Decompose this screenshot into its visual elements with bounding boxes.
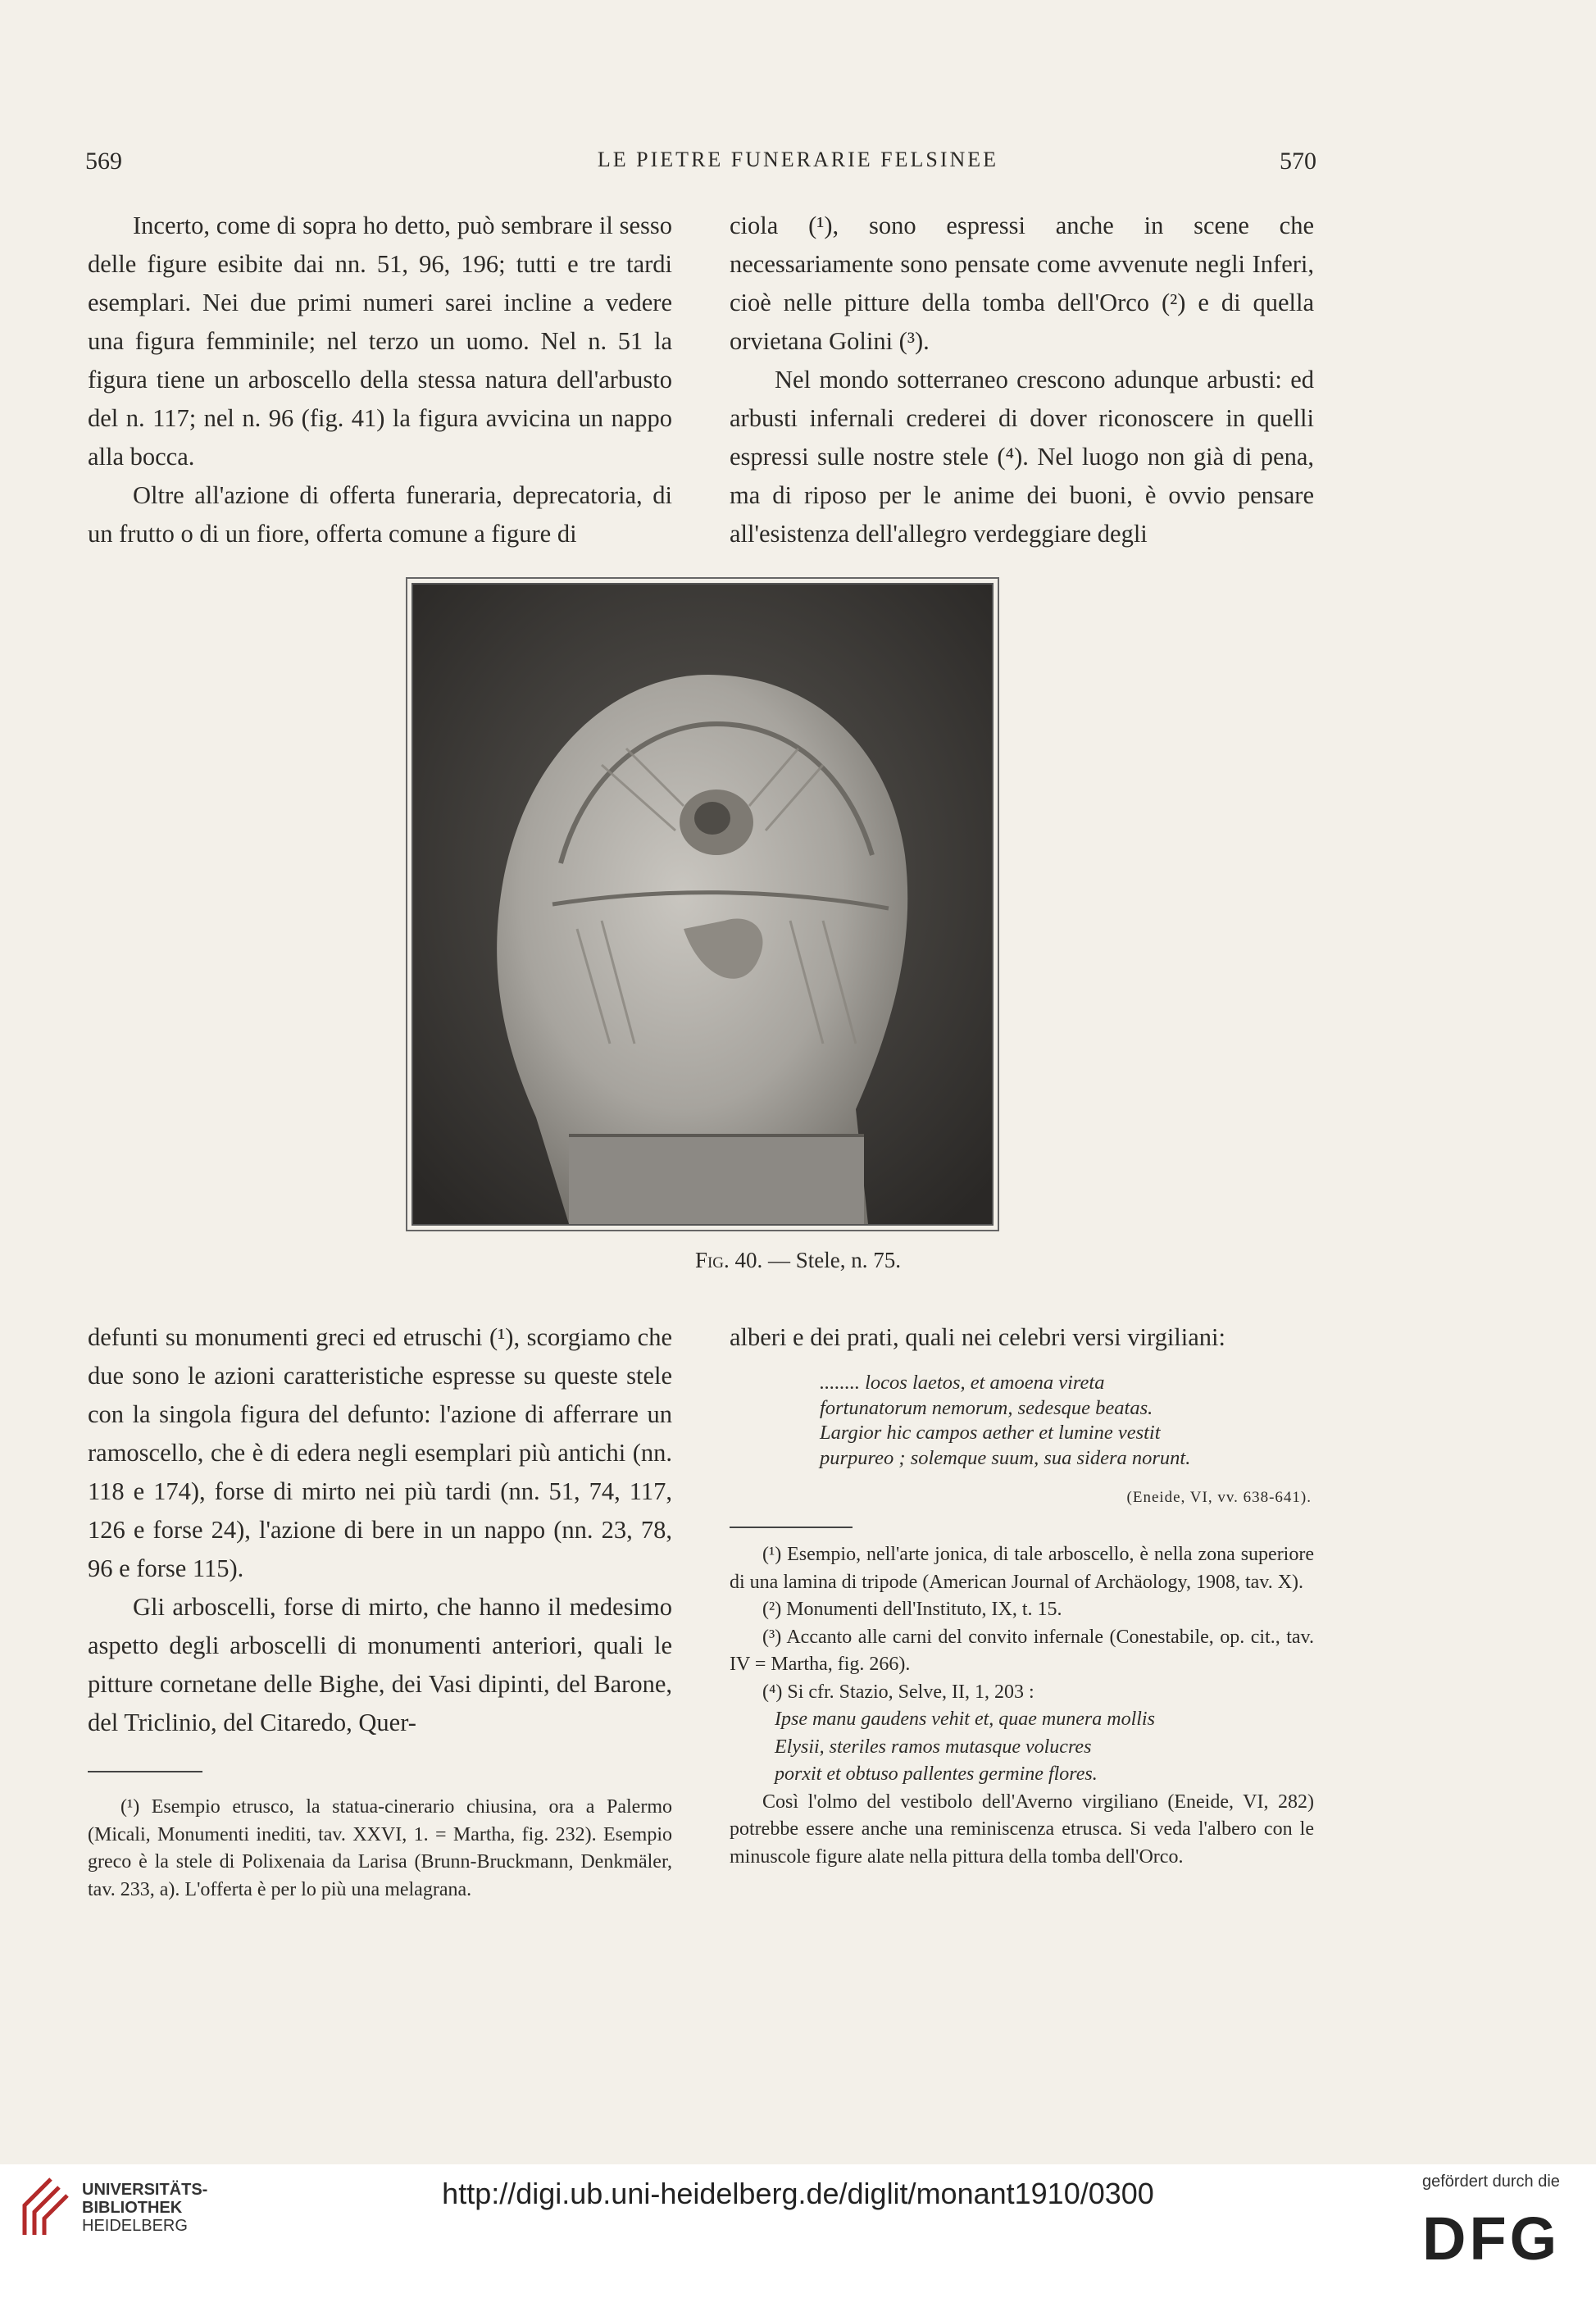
caption-fig-label: Fig. [694,1248,730,1272]
sponsor-text: gefördert durch die [1422,2173,1560,2191]
top-left-column [88,207,672,553]
paragraph: Gli arboscelli, forse di mirto, che hanno il medesimo aspetto degli arboscelli di monumenti anteriori, quali le pitture cornetane delle Bighe, dei Vasi dipinti, del Barone, del Triclinio, del Citaredo, Quer- [88,1593,672,1736]
dfg-logo: DFG [1422,2205,1561,2273]
footnote: (¹) Esempio, nell'arte jonica, di tale arboscello, è nella zona superiore di una lamina di tripode (American Journal of Archäology, 1908, tav. X). [730,1544,1314,1593]
left-footnotes [88,1794,672,1904]
paragraph: defunti su monumenti greci ed etruschi (¹), scorgiamo che due sono le azioni caratteristiche espresse su queste stele con la singola figura del defunto: l'azione di afferrare un ramoscello, che è di edera negli esemplari più antichi (nn. 118 e 174), forse di mirto nei più tardi (nn. 51, 74, 117, 126 e forse 24), l'azione di bere in un nappo (nn. 23, 78, 96 e forse 115). [88,1323,672,1582]
footnote-verse: porxit et obtuso pallentes germine flores. [775,1763,1098,1785]
paragraph: ciola (¹), sono espressi anche in scene che necessariamente sono pensate come avvenute negli Inferi, cioè nelle pitture della tomba dell'Orco (²) e di quella orvietana Golini (³). [730,212,1314,355]
caption-text: 40. — Stele, n. 75. [734,1248,902,1272]
footnote-verse: Elysii, steriles ramos mutasque volucres [775,1736,1092,1758]
footnote-divider [730,1527,853,1528]
running-title: LE PIETRE FUNERARIE FELSINEE [597,148,999,171]
footnote: (⁴) Si cfr. Stazio, Selve, II, 1, 203 : [762,1681,1034,1703]
paragraph: Incerto, come di sopra ho detto, può sembrare il sesso delle figure esibite dai nn. 51, 96, 196; tutti e tre tardi esemplari. Nei due primi numeri sarei incline a vedere una figura femminile; nel terzo un uomo. Nel n. 51 la figura tiene un arboscello della stessa natura dell'arbusto del n. 117; nel n. 96 (fig. 41) la figura avvicina un nappo alla bocca. [88,212,672,471]
verse-citation: (Eneide, VI, vv. 638-641). [1126,1489,1312,1506]
top-right-column [730,207,1314,553]
figure-caption [0,1248,1596,1273]
verse-line: ........ locos laetos, et amoena vireta [820,1372,1105,1394]
bottom-right-column [730,1318,1314,1357]
footnote: (²) Monumenti dell'Instituto, IX, t. 15. [762,1599,1062,1620]
paragraph: Oltre all'azione di offerta funeraria, deprecatoria, di un frutto o di un fiore, offerta comune a figure di [88,481,672,548]
page-url-link[interactable]: http://digi.ub.uni-heidelberg.de/diglit/monant1910/0300 [442,2177,1154,2210]
stele-photograph [412,583,994,1226]
right-footnotes [730,1541,1314,1871]
verse-line: fortunatorum nemorum, sedesque beatas. [820,1396,1153,1419]
footnote: (³) Accanto alle carni del convito infernale (Conestabile, op. cit., tav. IV = Martha, fig. 266). [730,1626,1314,1675]
library-name: UNIVERSITÄTS- BIBLIOTHEK HEIDELBERG [82,2181,208,2235]
verse-line: Largior hic campos aether et lumine vestit [820,1422,1161,1444]
footnote: (¹) Esempio etrusco, la statua-cinerario chiusina, ora a Palermo (Micali, Monumenti inediti, tav. XXVI, 1. = Martha, fig. 232). Esempio greco è la stele di Polixenaia da Larisa (Brunn-Bruckmann, Denkmäler, tav. 233, a). L'offerta è per lo più una melagrana. [88,1796,672,1900]
paragraph: alberi e dei prati, quali nei celebri versi virgiliani: [730,1323,1225,1351]
virgil-verse [820,1371,1312,1471]
verse-line: purpureo ; solemque suum, sua sidera norunt. [820,1446,1191,1469]
footnote: Così l'olmo del vestibolo dell'Averno virgiliano (Eneide, VI, 282) potrebbe essere anche una reminiscenza etrusca. Si veda l'albero con le minuscole figure alate nella pittura della tomba dell'Orco. [730,1791,1314,1868]
paragraph: Nel mondo sotterraneo crescono adunque arbusti: ed arbusti infernali crederei di dover riconoscere in quelli espressi sulle nostre stele (⁴). Nel luogo non già di pena, ma di riposo per le anime dei buoni, è ovvio pensare all'esistenza dell'allegro verdeggiare degli [730,366,1314,548]
page-number-right: 570 [1280,148,1316,175]
footnote-divider [88,1771,202,1772]
stele-image [413,585,992,1224]
bottom-left-column [88,1318,672,1742]
page-number-left: 569 [85,148,122,175]
footnote-verse: Ipse manu gaudens vehit et, quae munera mollis [775,1709,1155,1730]
